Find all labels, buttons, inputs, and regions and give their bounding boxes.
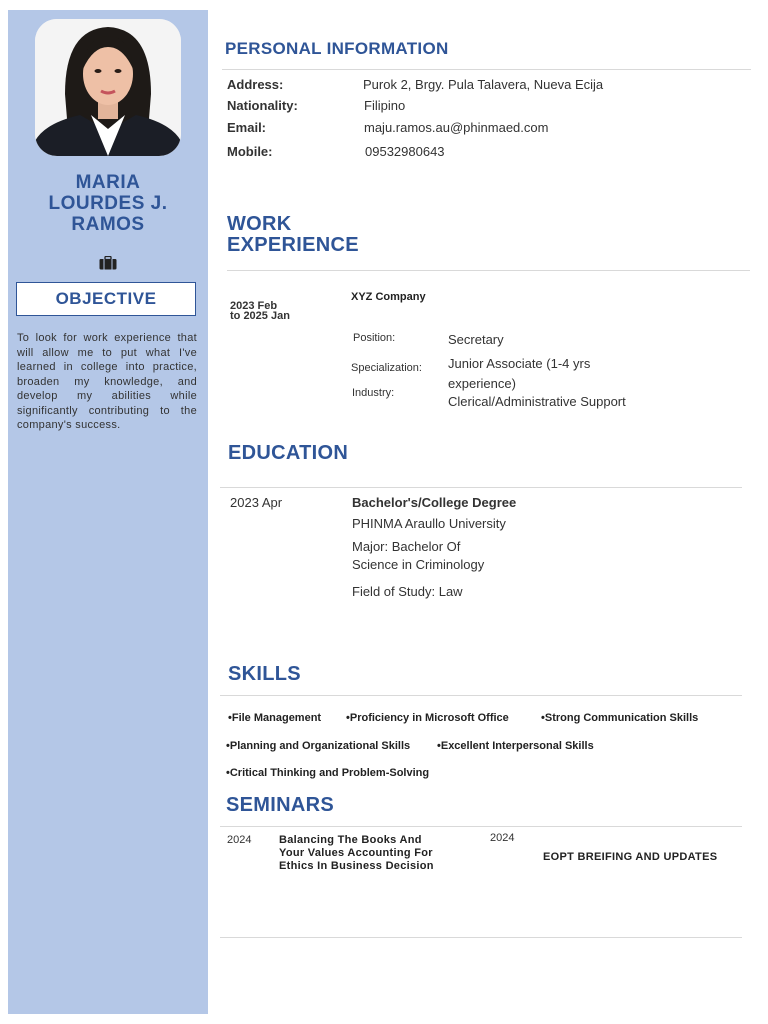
address-value: Purok 2, Brgy. Pula Talavera, Nueva Ecija — [363, 77, 604, 92]
specialization-line-2: experience) — [448, 376, 516, 391]
skill-item: •Proficiency in Microsoft Office — [346, 712, 509, 724]
objective-text: To look for work experience that will allow me to put what I've learned in college into practice, broaden my knowledge, and develop my abilities while significantly contributing to the company's success. — [17, 332, 197, 431]
sidebar — [8, 10, 208, 1014]
specialization-value — [448, 354, 590, 394]
mobile-value: 09532980643 — [365, 144, 445, 159]
industry-label: Industry: — [352, 387, 395, 399]
school-name: PHINMA Araullo University — [352, 516, 506, 531]
personal-info-divider — [222, 69, 751, 70]
skill-item: •File Management — [228, 712, 322, 724]
seminars-divider — [220, 826, 742, 827]
specialization-line-1: Junior Associate (1-4 yrs — [448, 356, 591, 371]
skill-item: •Excellent Interpersonal Skills — [437, 740, 594, 752]
skills-heading: SKILLS — [228, 663, 301, 685]
field-of-study: Field of Study: Law — [352, 584, 463, 599]
seminar-title-line: Your Values Accounting For — [279, 847, 433, 859]
major-line-1: Major: Bachelor Of — [352, 539, 461, 554]
name-line-first: MARIA — [75, 172, 141, 193]
major — [352, 538, 484, 574]
education-divider — [220, 487, 742, 488]
mobile-label: Mobile: — [227, 144, 273, 159]
skill-item: •Critical Thinking and Problem-Solving — [226, 767, 430, 779]
education-date: 2023 Apr — [230, 495, 283, 510]
seminar-title — [279, 834, 434, 873]
work-date-end: to 2025 Jan — [230, 310, 290, 322]
email-label: Email: — [227, 120, 267, 135]
skills-divider — [220, 695, 742, 696]
work-heading-line-2: EXPERIENCE — [227, 234, 359, 256]
work-date — [230, 301, 290, 321]
profile-photo — [35, 19, 181, 156]
work-heading-line-1: WORK — [227, 213, 292, 235]
position-label: Position: — [353, 332, 396, 344]
nationality-label: Nationality: — [227, 98, 298, 113]
industry-value: Clerical/Administrative Support — [448, 394, 626, 409]
major-line-2: Science in Criminology — [352, 557, 485, 572]
name-line-middle: LOURDES J. — [48, 193, 168, 214]
work-date-start: 2023 Feb — [230, 300, 278, 312]
position-value: Secretary — [448, 332, 504, 347]
seminars-heading: SEMINARS — [226, 794, 334, 816]
objective-heading: OBJECTIVE — [16, 282, 196, 316]
full-name — [8, 172, 208, 235]
education-heading: EDUCATION — [228, 442, 349, 464]
seminar-title-line: Balancing The Books And — [279, 834, 422, 846]
work-experience-heading — [227, 214, 359, 256]
company-name: XYZ Company — [351, 291, 426, 303]
seminar-title: EOPT BREIFING AND UPDATES — [543, 851, 718, 863]
degree: Bachelor's/College Degree — [352, 495, 517, 510]
footer-divider — [220, 937, 742, 938]
seminar-year: 2024 — [490, 832, 515, 844]
skill-item: •Strong Communication Skills — [541, 712, 699, 724]
work-experience-divider — [227, 270, 750, 271]
address-label: Address: — [227, 77, 284, 92]
seminar-year: 2024 — [227, 834, 252, 846]
nationality-value: Filipino — [364, 98, 406, 113]
briefcase-icon — [99, 256, 117, 275]
email-value: maju.ramos.au@phinmaed.com — [364, 120, 549, 135]
specialization-label: Specialization: — [351, 362, 422, 374]
name-line-last: RAMOS — [71, 214, 145, 235]
personal-info-heading: PERSONAL INFORMATION — [225, 39, 449, 58]
skill-item: •Planning and Organizational Skills — [226, 740, 411, 752]
seminar-title-line: Ethics In Business Decision — [279, 860, 434, 872]
